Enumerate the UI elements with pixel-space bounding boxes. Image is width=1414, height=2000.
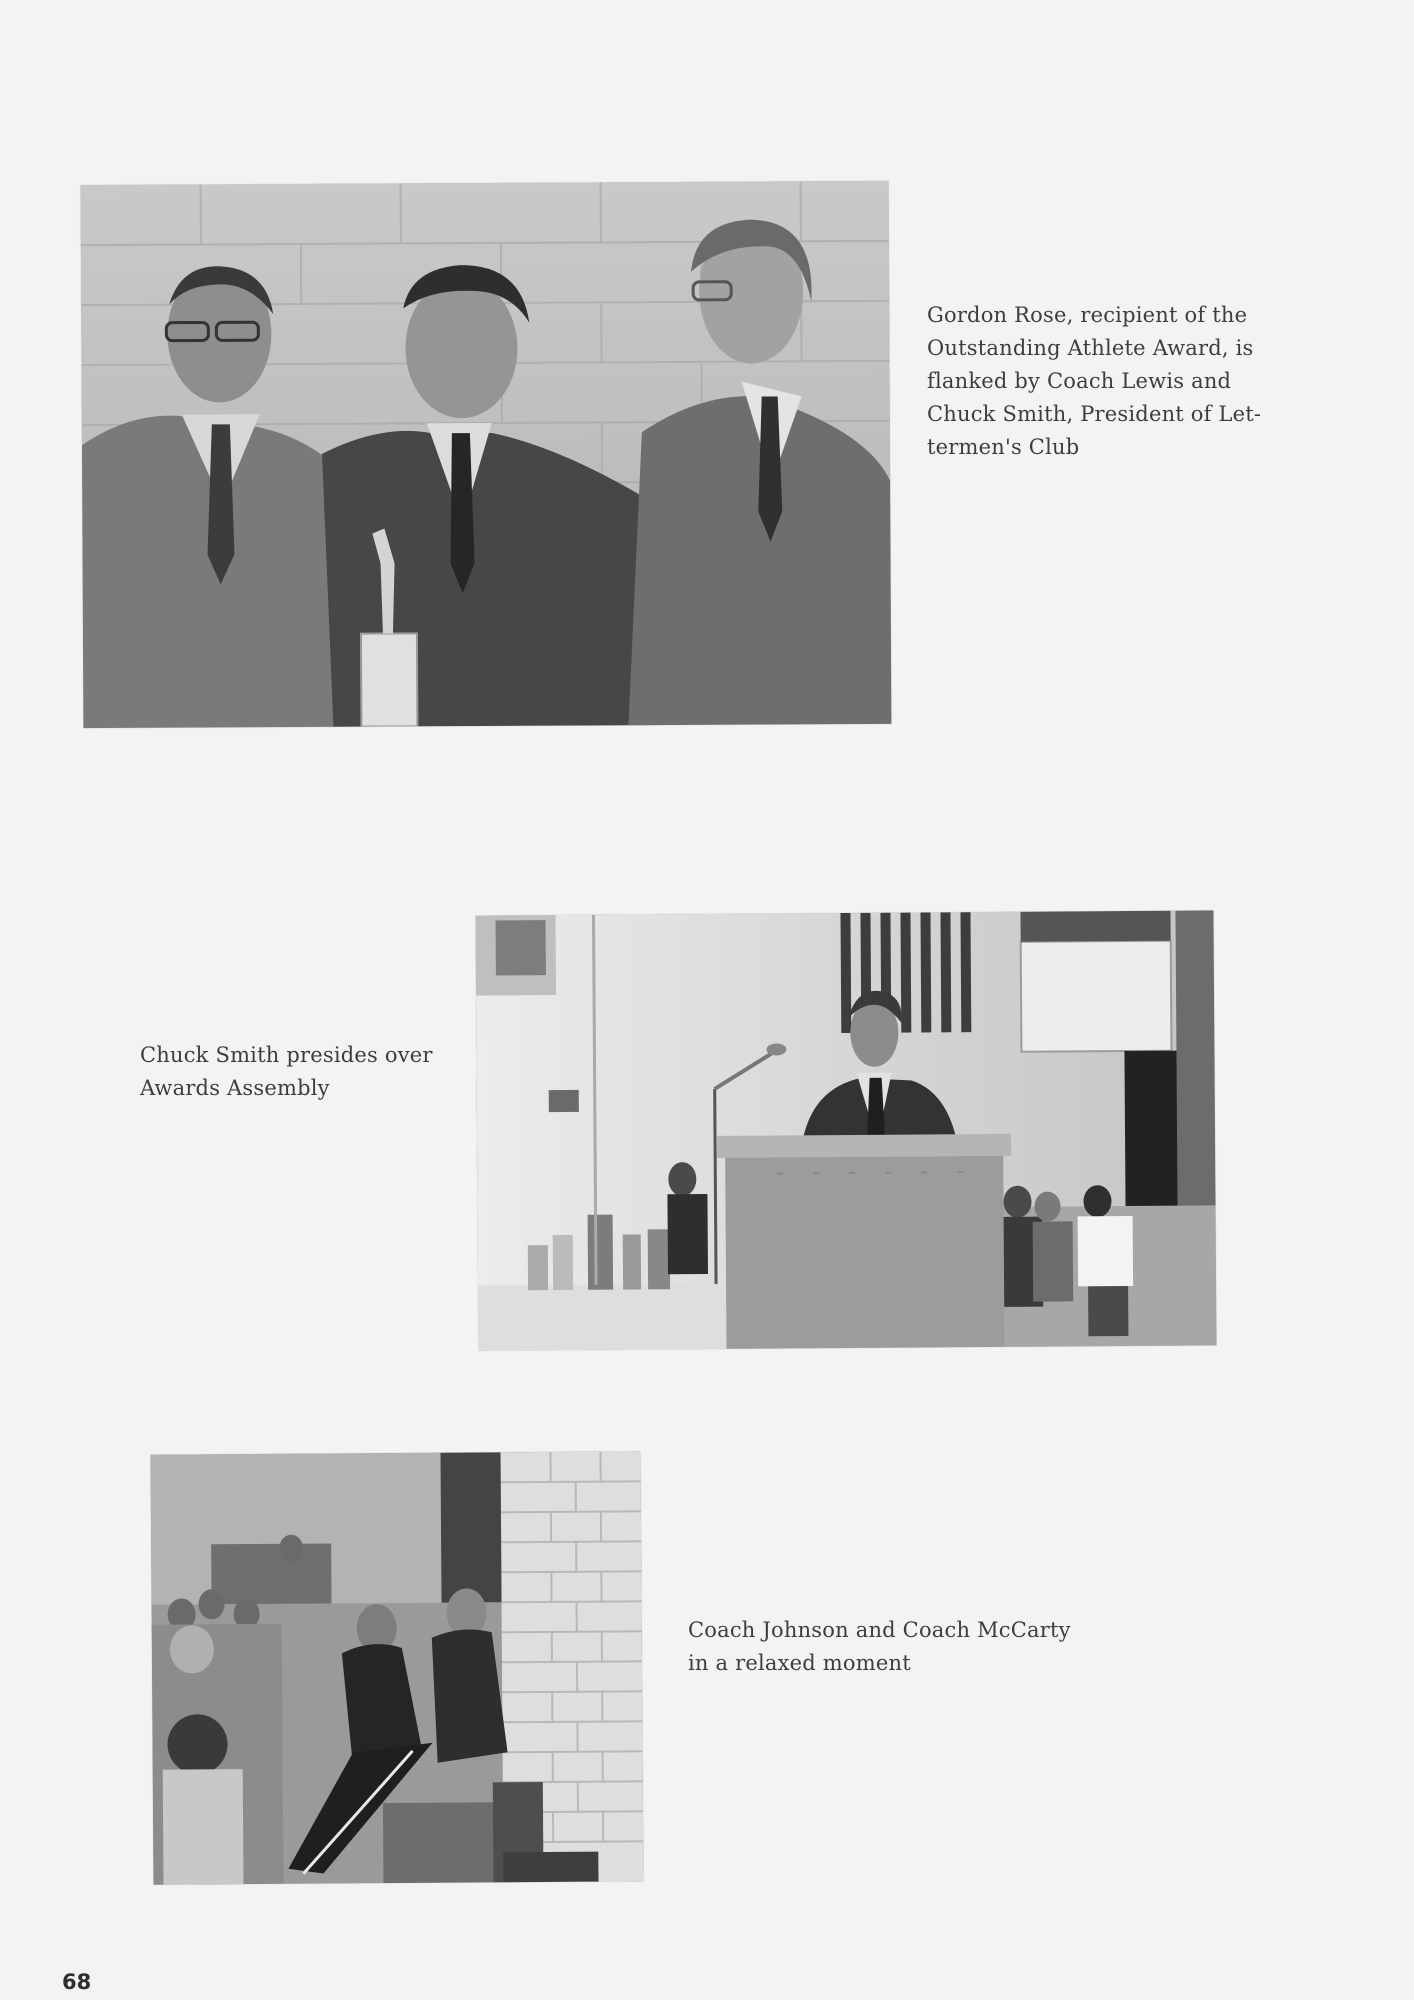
caption-coaches-relaxed (688, 1614, 1071, 1680)
caption-line: Chuck Smith presides over (140, 1043, 433, 1067)
caption-line: Gordon Rose, recipient of the (927, 303, 1248, 327)
photo-awards-assembly-image (475, 910, 1216, 1350)
photo-award-recipient (81, 181, 892, 728)
caption-line: flanked by Coach Lewis and (927, 369, 1232, 393)
photo-award-recipient-image (81, 181, 892, 728)
caption-line: Outstanding Athlete Award, is (927, 336, 1254, 360)
caption-line: Coach Johnson and Coach McCarty (688, 1618, 1071, 1642)
photo-coaches-relaxed (151, 1451, 644, 1884)
photo-awards-assembly (475, 910, 1216, 1350)
page-number: 68 (62, 1970, 92, 1994)
caption-line: termen's Club (927, 435, 1080, 459)
caption-awards-assembly (140, 1039, 433, 1105)
caption-award-recipient (927, 299, 1261, 464)
caption-line: Awards Assembly (140, 1076, 330, 1100)
caption-line: Chuck Smith, President of Let- (927, 402, 1262, 426)
photo-coaches-relaxed-image (151, 1451, 644, 1884)
caption-line: in a relaxed moment (688, 1651, 911, 1675)
